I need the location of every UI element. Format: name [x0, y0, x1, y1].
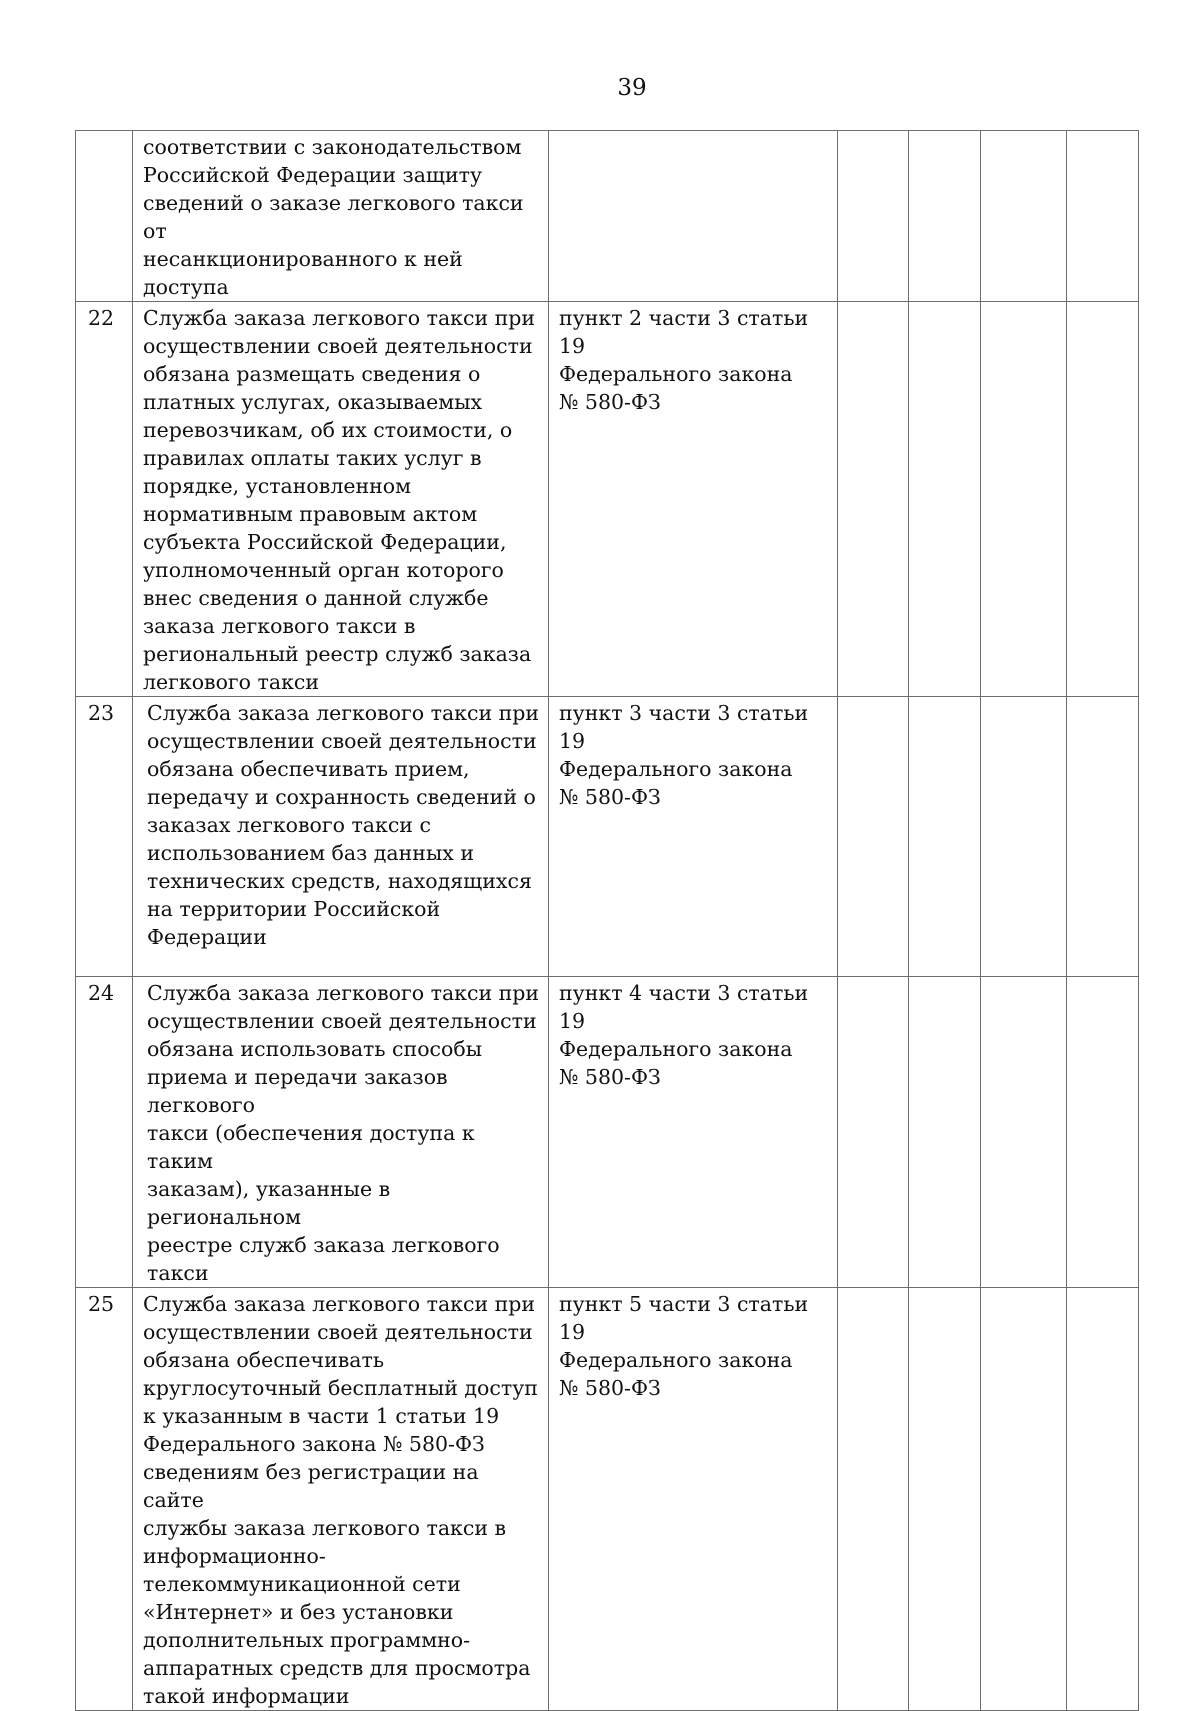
reference-cell	[549, 697, 838, 977]
row-number: 24	[88, 981, 115, 1005]
requirement-cell	[133, 131, 549, 302]
answer-yes-cell	[838, 1288, 909, 1711]
row-number-cell	[76, 1288, 133, 1711]
requirement-text: Служба заказа легкового такси при осуществлении своей деятельности обязана обеспечивать прием, передачу и сохранность сведений о заказах легкового такси с использованием баз данных и технических средств, находящихся на территории Российской Федерации	[147, 701, 540, 949]
requirement-text: соответствии с законодательством Российской Федерации защиту сведений о заказе легкового такси от несанкционированного к ней доступа	[143, 135, 524, 299]
answer-no-cell	[909, 302, 981, 697]
answer-no-cell	[909, 1288, 981, 1711]
note-cell	[1067, 131, 1139, 302]
row-number: 25	[88, 1292, 115, 1316]
table-row	[76, 131, 1139, 302]
answer-na-cell	[981, 977, 1067, 1288]
requirement-cell	[133, 977, 549, 1288]
row-number-cell	[76, 302, 133, 697]
reference-text: пункт 4 части 3 статьи 19 Федерального закона № 580-ФЗ	[559, 981, 809, 1089]
requirements-table	[75, 130, 1139, 1711]
row-number-cell	[76, 697, 133, 977]
row-number: 23	[88, 701, 115, 725]
reference-cell	[549, 977, 838, 1288]
reference-cell	[549, 131, 838, 302]
answer-yes-cell	[838, 697, 909, 977]
requirement-text: Служба заказа легкового такси при осуществлении своей деятельности обязана использовать способы приема и передачи заказов легкового такси (обеспечения доступа к таким заказам), указанные в региональном реестре служб заказа легкового такси	[147, 981, 540, 1285]
table-row	[76, 697, 1139, 977]
answer-na-cell	[981, 302, 1067, 697]
table-row	[76, 302, 1139, 697]
row-number-cell	[76, 977, 133, 1288]
reference-text: пункт 3 части 3 статьи 19 Федерального закона № 580-ФЗ	[559, 701, 809, 809]
answer-yes-cell	[838, 977, 909, 1288]
answer-na-cell	[981, 697, 1067, 977]
note-cell	[1067, 1288, 1139, 1711]
reference-cell	[549, 1288, 838, 1711]
row-number: 22	[88, 306, 115, 330]
row-number-cell	[76, 131, 133, 302]
requirement-cell	[133, 1288, 549, 1711]
reference-text: пункт 5 части 3 статьи 19 Федерального закона № 580-ФЗ	[559, 1292, 809, 1400]
answer-no-cell	[909, 131, 981, 302]
requirement-text: Служба заказа легкового такси при осуществлении своей деятельности обязана размещать сведения о платных услугах, оказываемых перевозчикам, об их стоимости, о правилах оплаты таких услуг в порядке, установленном нормативным правовым актом субъекта Российской Федерации, уполномоченный орган которого внес сведения о данной службе заказа легкового такси в региональный реестр служб заказа легкового такси	[143, 306, 536, 694]
page-number: 39	[617, 75, 647, 101]
note-cell	[1067, 697, 1139, 977]
table-row	[76, 1288, 1139, 1711]
note-cell	[1067, 302, 1139, 697]
answer-na-cell	[981, 1288, 1067, 1711]
answer-yes-cell	[838, 131, 909, 302]
reference-text: пункт 2 части 3 статьи 19 Федерального закона № 580-ФЗ	[559, 306, 809, 414]
requirement-text: Служба заказа легкового такси при осуществлении своей деятельности обязана обеспечивать круглосуточный бесплатный доступ к указанным в части 1 статьи 19 Федерального закона № 580-ФЗ сведениям без регистрации на сайте службы заказа легкового такси в информационно- телекоммуникационной сети «Интернет» и без установки дополнительных программно- аппаратных средств для просмотра такой информации	[143, 1292, 538, 1708]
answer-na-cell	[981, 131, 1067, 302]
answer-no-cell	[909, 977, 981, 1288]
answer-no-cell	[909, 697, 981, 977]
requirement-cell	[133, 697, 549, 977]
table-row	[76, 977, 1139, 1288]
answer-yes-cell	[838, 302, 909, 697]
reference-cell	[549, 302, 838, 697]
note-cell	[1067, 977, 1139, 1288]
requirement-cell	[133, 302, 549, 697]
